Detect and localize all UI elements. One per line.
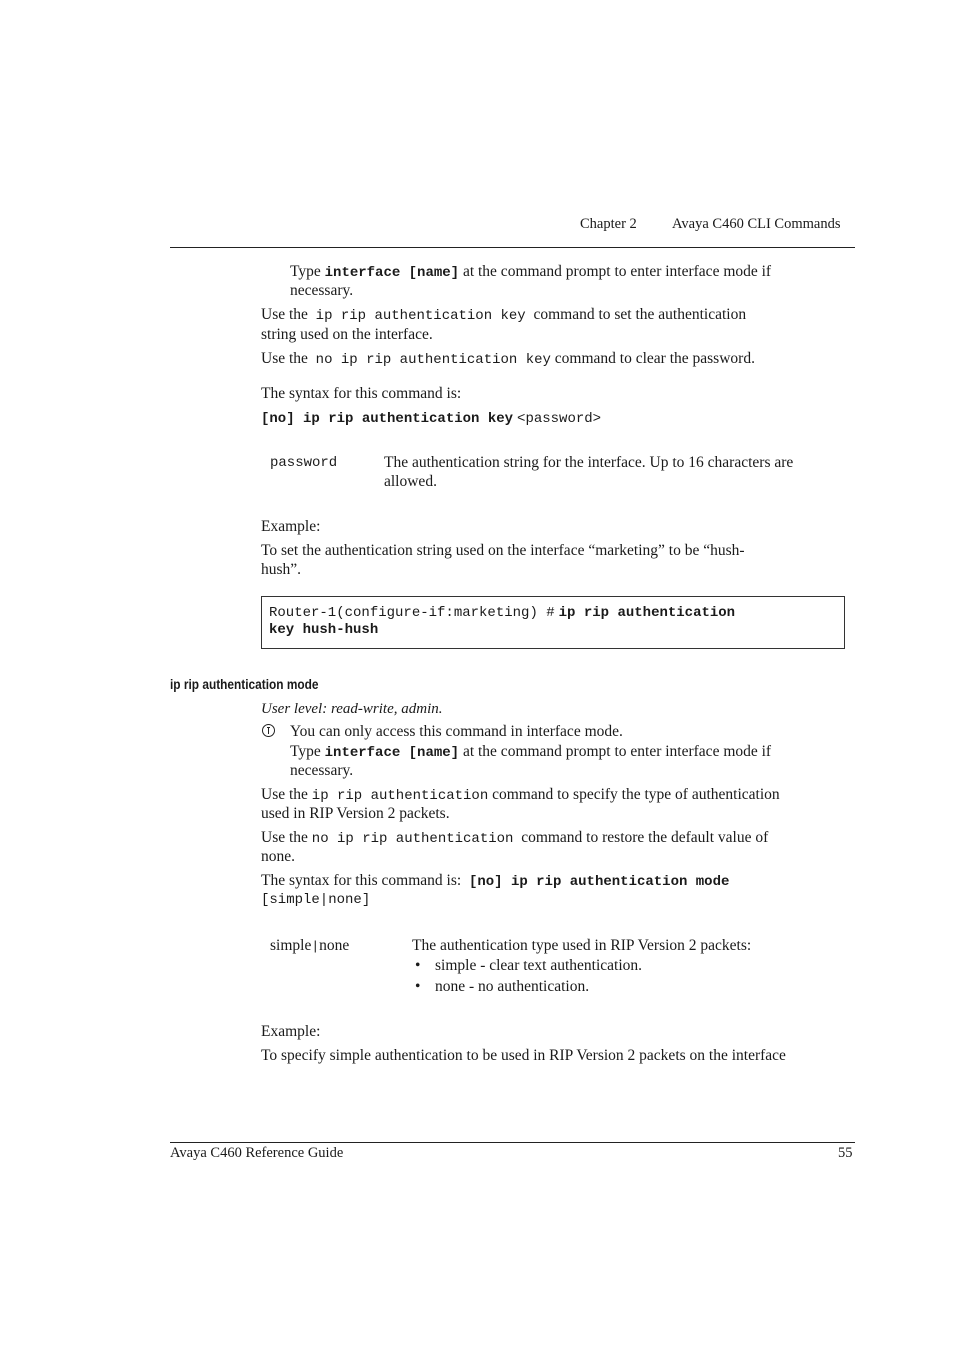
mode-use-1-lead: Use the	[261, 786, 308, 803]
example-code-cmd: ip rip authentication	[558, 605, 736, 621]
mode-param-name	[270, 936, 349, 956]
mode-syntax-arg: [simple|none]	[261, 892, 371, 908]
list-item: • simple - clear text authentication.	[413, 956, 642, 977]
running-header-title: Avaya C460 CLI Commands	[672, 216, 841, 232]
param-key-name: password	[270, 455, 338, 471]
para-key-use	[261, 305, 861, 326]
example-desc-1: To set the authentication string used on the interface “marketing” to be “hush-	[261, 542, 745, 559]
mode-syntax	[261, 871, 729, 892]
example-code-line-2: key hush-hush	[269, 622, 379, 638]
mode-type-word: Type	[290, 743, 321, 760]
mode-param-sep: |	[311, 939, 320, 954]
footer-rule	[170, 1142, 855, 1143]
mode-use-1-cmd: ip rip authentication	[311, 788, 489, 804]
top-note-rest: at the command prompt to enter interface mode if	[462, 263, 772, 280]
mode-use-2-cmd: no ip rip authentication	[311, 831, 514, 847]
list-item: • none - no authentication.	[413, 977, 642, 998]
para-key-no-rest: command to clear the password.	[554, 350, 755, 367]
param-key-desc: The authentication string for the interface. Up to 16 characters are	[384, 454, 794, 471]
mode-param-name-b: none	[319, 937, 350, 954]
para-key-use-cmd: ip rip authentication key	[315, 308, 526, 324]
mode-use-2-rest: command to restore the default value of	[521, 829, 769, 846]
syntax-intro: The syntax for this command is:	[261, 385, 462, 402]
top-note-cmd: interface [name]	[324, 265, 460, 281]
example-label-1: Example:	[261, 518, 321, 535]
mode-syntax-intro: The syntax for this command is:	[261, 872, 462, 889]
info-circle-icon	[262, 722, 275, 740]
example-code-prompt: Router-1(configure-if:marketing) #	[269, 605, 555, 621]
mode-use-2	[261, 828, 861, 849]
para-key-no-cmd: no ip rip authentication key	[315, 352, 551, 368]
example-label-2: Example:	[261, 1023, 321, 1040]
header-rule	[170, 247, 855, 248]
para-key-use-rest: command to set the authentication	[533, 306, 747, 323]
example-code-box-1	[261, 596, 845, 649]
top-note	[290, 262, 855, 283]
mode-syntax-command: [no] ip rip authentication mode	[468, 874, 730, 890]
example-code-line-1	[269, 603, 735, 621]
example-desc-1-line2: hush”.	[261, 561, 302, 578]
para-key-use-lead: Use the	[261, 306, 308, 323]
mode-use-2-line2: none.	[261, 848, 296, 865]
syntax-key	[261, 409, 601, 427]
user-level: User level: read-write, admin.	[261, 701, 443, 717]
param-key-desc-line2: allowed.	[384, 473, 437, 490]
para-key-use-line2: string used on the interface.	[261, 326, 433, 343]
para-key-no-lead: Use the	[261, 350, 308, 367]
mode-type-rest: at the command prompt to enter interface mode if	[462, 743, 772, 760]
mode-type-cmd: interface [name]	[324, 745, 460, 761]
example-desc-2: To specify simple authentication to be used in RIP Version 2 packets on the interface	[261, 1047, 786, 1064]
footer-title: Avaya C460 Reference Guide	[170, 1145, 344, 1161]
mode-use-2-lead: Use the	[261, 829, 308, 846]
syntax-key-command: [no] ip rip authentication key	[261, 411, 514, 427]
running-header-chapter: Chapter 2	[580, 216, 637, 232]
page-number: 55	[838, 1145, 853, 1161]
mode-param-bullets	[413, 956, 642, 998]
mode-param-name-a: simple	[270, 937, 312, 954]
mode-use-1-line2: used in RIP Version 2 packets.	[261, 805, 450, 822]
mode-type-note	[290, 742, 855, 763]
mode-param-desc: The authentication type used in RIP Version 2 packets:	[412, 937, 752, 954]
syntax-key-arg: <password>	[517, 411, 602, 427]
section-title: ip rip authentication mode	[170, 677, 319, 692]
top-note-type: Type	[290, 263, 321, 280]
para-key-no	[261, 349, 861, 370]
top-note-line2: necessary.	[290, 282, 354, 299]
mode-note: You can only access this command in interface mode.	[290, 723, 623, 740]
mode-use-1	[261, 785, 861, 806]
mode-use-1-rest: command to specify the type of authentication	[492, 786, 780, 803]
mode-type-note-line2: necessary.	[290, 762, 354, 779]
